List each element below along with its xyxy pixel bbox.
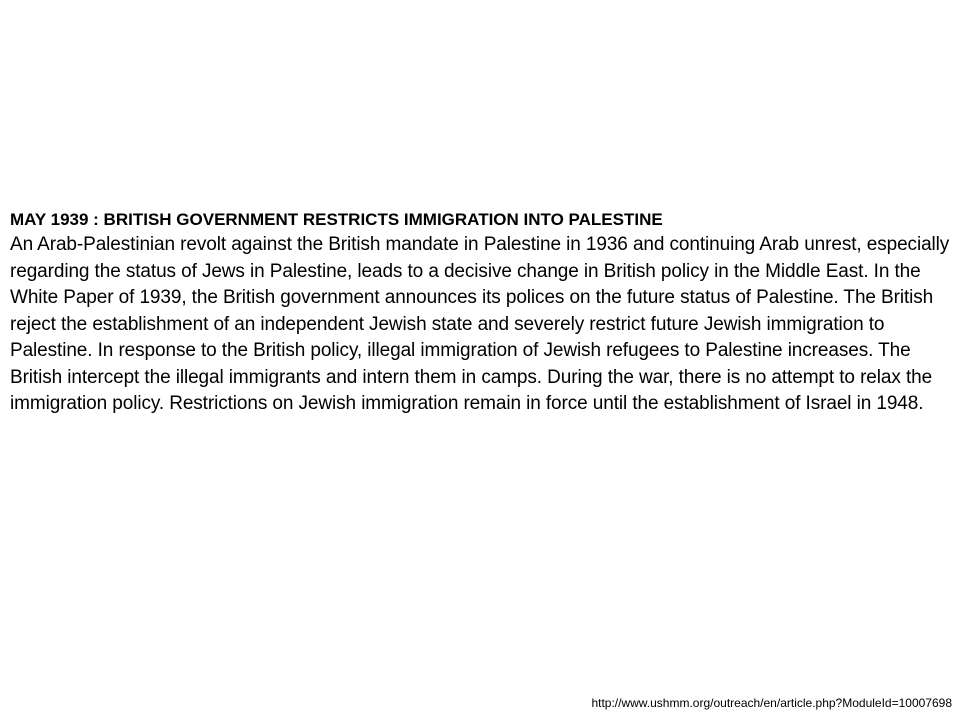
text-block	[10, 207, 955, 418]
slide-body-text: An Arab-Palestinian revolt against the British mandate in Palestine in 1936 and continuing Arab unrest, especially regarding the status of Jews in Palestine, leads to a decisive change in British policy in the Middle East. In the White Paper of 1939, the British government announces its polices on the future status of Palestine. The British reject the establishment of an independent Jewish state and severely restrict future Jewish immigration to Palestine. In response to the British policy, illegal immigration of Jewish refugees to Palestine increases. The British intercept the illegal immigrants and intern them in camps. During the war, there is no attempt to relax the immigration policy. Restrictions on Jewish immigration remain in force until the establishment of Israel in 1948.	[10, 234, 950, 414]
slide-heading: MAY 1939 : BRITISH GOVERNMENT RESTRICTS IMMIGRATION INTO PALESTINE	[10, 210, 663, 229]
source-url: http://www.ushmm.org/outreach/en/article.php?ModuleId=10007698	[591, 696, 952, 710]
